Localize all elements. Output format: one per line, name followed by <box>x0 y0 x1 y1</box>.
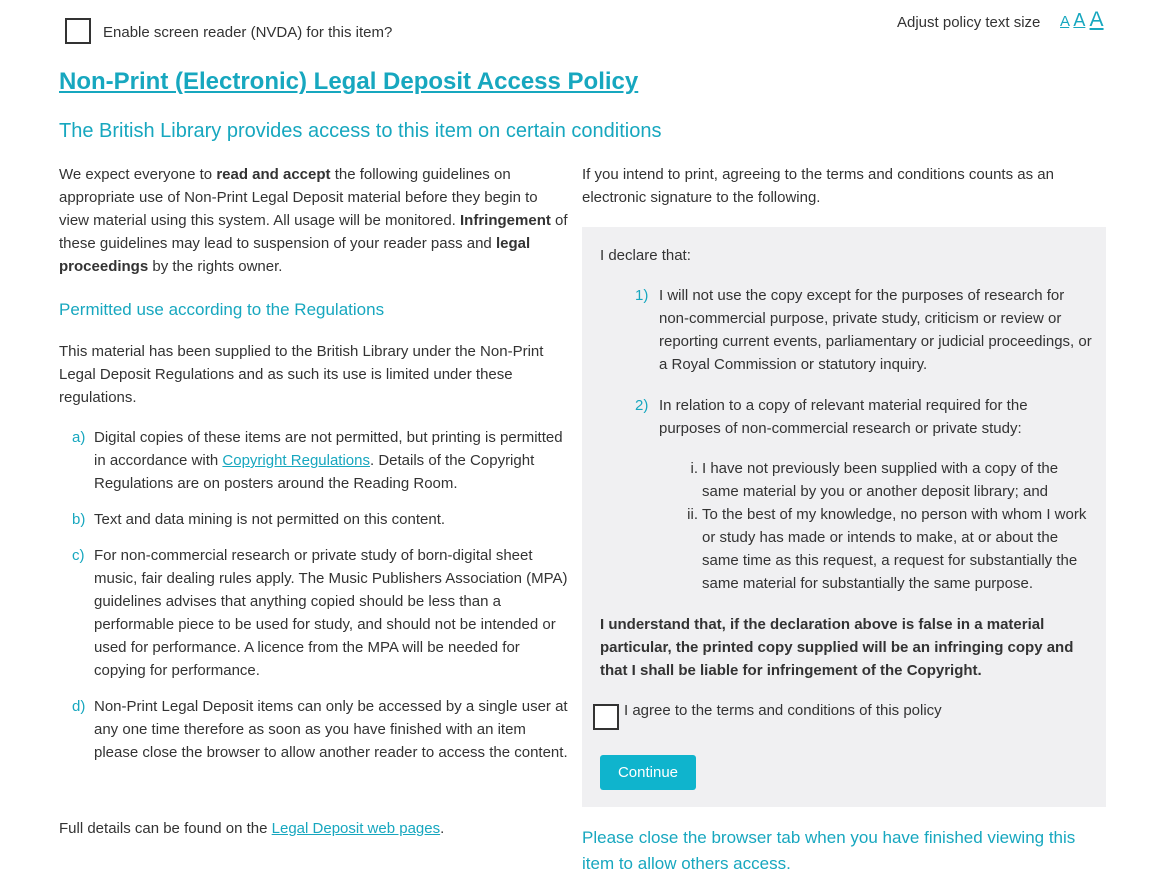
legal-deposit-link[interactable]: Legal Deposit web pages <box>271 820 441 837</box>
print-intro: If you intend to print, agreeing to the terms and conditions counts as an electronic signature to the following. <box>582 166 1054 206</box>
intro-paragraph: We expect everyone to read and accept the following guidelines on appropriate use of Non-Print Legal Deposit material before they begin to view material using this system. All usage will be monitored. Infringement of these guidelines may lead to suspension of your reader pass and legal proceedings by the rights owner. <box>59 166 568 275</box>
list-item: 2) In relation to a copy of relevant material required for the purposes of non-commercial research or private study: <box>635 397 1028 437</box>
declaration-list <box>582 284 1092 458</box>
agree-label: I agree to the terms and conditions of this policy <box>624 702 942 719</box>
list-item: d) Non-Print Legal Deposit items can only be accessed by a single user at any one time therefore as soon as you have finished with an item please close the browser to allow another reader to access the content. <box>72 698 568 761</box>
list-item: a) Digital copies of these items are not permitted, but printing is permitted in accordance with Copyright Regulations. Details of the Copyright Regulations are on posters around the Reading Room. <box>72 429 563 492</box>
list-item: 1) I will not use the copy except for the purposes of research for non-commercial purpose, private study, criticism or review or reporting current events, parliamentary or judicial proceedings, or a Royal Commission or statutory inquiry. <box>635 287 1092 373</box>
text-size-medium-link[interactable]: A <box>1073 10 1086 30</box>
continue-button[interactable]: Continue <box>600 755 696 790</box>
declaration-sublist <box>582 457 1092 595</box>
text-size-controls <box>1060 8 1104 33</box>
screen-reader-checkbox[interactable] <box>65 18 91 44</box>
declare-heading: I declare that: <box>600 247 691 264</box>
permitted-list <box>59 426 569 777</box>
close-notice: Please close the browser tab when you have finished viewing this item to allow others access. <box>582 828 1076 873</box>
list-item: b) Text and data mining is not permitted on this content. <box>72 511 446 528</box>
text-size-label: Adjust policy text size <box>897 14 1041 31</box>
full-details-text: Full details can be found on the Legal Deposit web pages. <box>59 820 445 837</box>
text-size-large-link[interactable]: A <box>1089 8 1104 31</box>
list-item: i. I have not previously been supplied with a copy of the same material by you or another deposit library; and <box>690 460 1059 500</box>
agree-checkbox[interactable] <box>593 704 619 730</box>
page-subtitle: The British Library provides access to this item on certain conditions <box>59 120 662 142</box>
permitted-heading: Permitted use according to the Regulations <box>59 300 385 319</box>
list-item: c) For non-commercial research or private study of born-digital sheet music, fair dealing rules apply. The Music Publishers Association (MPA) guidelines advises that anything copied should be less than a performable piece to be used for study, and should not be intended or used for performance. A licence from the MPA will be needed for copying for performance. <box>72 547 568 679</box>
list-item: ii. To the best of my knowledge, no person with whom I work or study has made or intends to make, at or about the same time as this request, a request for substantially the same material for substantially the same purpose. <box>687 506 1087 592</box>
screen-reader-label: Enable screen reader (NVDA) for this item? <box>103 24 393 41</box>
copyright-regulations-link[interactable]: Copyright Regulations <box>222 452 370 469</box>
page-title[interactable]: Non-Print (Electronic) Legal Deposit Access Policy <box>59 68 639 95</box>
permitted-paragraph: This material has been supplied to the British Library under the Non-Print Legal Deposit Regulations and as such its use is limited under these regulations. <box>59 343 544 406</box>
understand-statement: I understand that, if the declaration above is false in a material particular, the printed copy supplied will be an infringing copy and that I shall be liable for infringement of the Copyright. <box>600 616 1074 679</box>
text-size-small-link[interactable]: A <box>1060 13 1070 30</box>
